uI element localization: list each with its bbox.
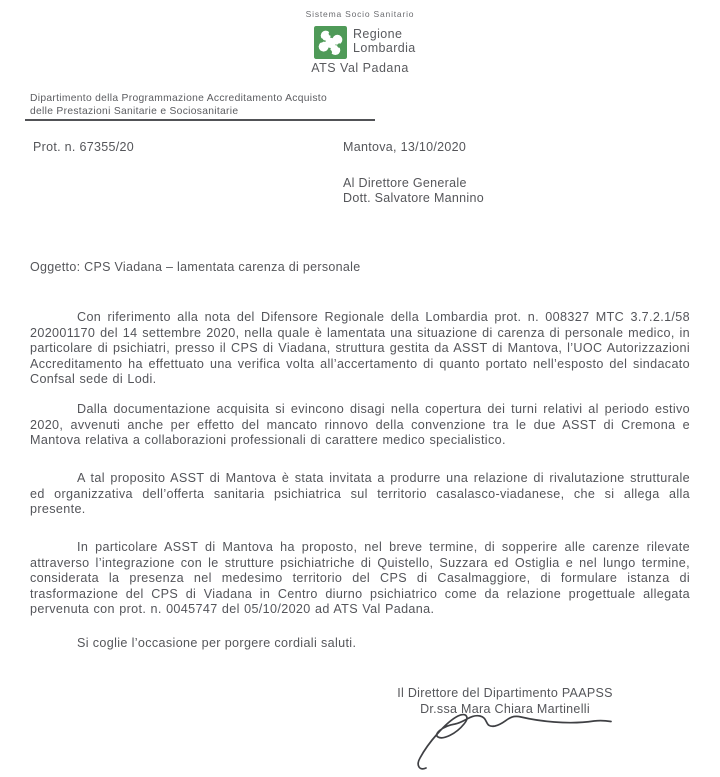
agency-name: ATS Val Padana — [311, 61, 409, 75]
logo-wordmark — [353, 28, 416, 55]
body-paragraph-3: A tal proposito ASST di Mantova è stata invitata a produrre una relazione di rivalutazione strutturale ed organizzativa dell’offerta sanitaria psichiatrica sul territorio casalasco-viadanese, che si allega alla presente. — [30, 471, 690, 516]
recipient-role: Al Direttore Generale — [343, 176, 467, 190]
recipient-block — [343, 176, 484, 205]
signer-name: Dr.ssa Mara Chiara Martinelli — [420, 702, 590, 716]
department-line1: Dipartimento della Programmazione Accreditamento Acquisto — [30, 93, 327, 104]
handwritten-signature-icon — [396, 704, 636, 777]
closing-line: Si coglie l’occasione per porgere cordiali saluti. — [77, 636, 357, 650]
recipient-name: Dott. Salvatore Mannino — [343, 190, 485, 205]
system-label: Sistema Socio Sanitario — [305, 9, 415, 19]
protocol-number: Prot. n. 67355/20 — [33, 140, 135, 154]
body-paragraph-4: In particolare ASST di Mantova ha proposto, nel breve termine, di sopperire alle carenze rilevate attraverso l’integrazione con le strutture psichiatriche di Quistello, Suzzara ed Ostiglia e nel lungo termine, considerata la presenza nel medesimo territorio del CPS di Casalmaggiore, di formulare istanza di trasformazione del CPS di Viadana in Centro diurno psichiatrico come da relazione progettuale allegata pervenuta con prot. n. 0045747 del 05/10/2020 ad ATS Val Padana. — [30, 540, 690, 616]
department-underline — [25, 119, 375, 121]
department-line2: delle Prestazioni Sanitarie e Sociosanitarie — [30, 106, 239, 117]
logo-region-line2: Lombardia — [353, 40, 416, 55]
department-block — [30, 92, 450, 118]
regione-lombardia-logo-icon — [314, 26, 347, 59]
signer-role: Il Direttore del Dipartimento PAAPSS — [397, 686, 613, 700]
body-paragraph-2: Dalla documentazione acquisita si evincono disagi nella copertura dei turni relativi al periodo estivo 2020, avvenuti anche per effetto del mancato rinnovo della convenzione tra le due ASST di Cremona e Mantova relativa a collaborazioni professionali di carattere medico specialistico. — [30, 402, 690, 447]
body-paragraph-1: Con riferimento alla nota del Difensore Regionale della Lombardia prot. n. 008327 MTC 3.7.2.1/58 202001170 del 14 settembre 2020, nella quale è lamentata una situazione di carenza di personale medico, in particolare di psichiatri, presso il CPS di Viadana, struttura gestita da ASST di Mantova, l’UOC Autorizzazioni Accreditamento ha effettuato una verifica volta all’accertamento di quanto portato nell’esposto del sindacato Confsal sede di Lodi. — [30, 310, 690, 386]
subject-line: Oggetto: CPS Viadana – lamentata carenza di personale — [30, 260, 361, 274]
place-and-date: Mantova, 13/10/2020 — [343, 140, 467, 154]
logo-region-line1: Regione — [353, 27, 403, 41]
